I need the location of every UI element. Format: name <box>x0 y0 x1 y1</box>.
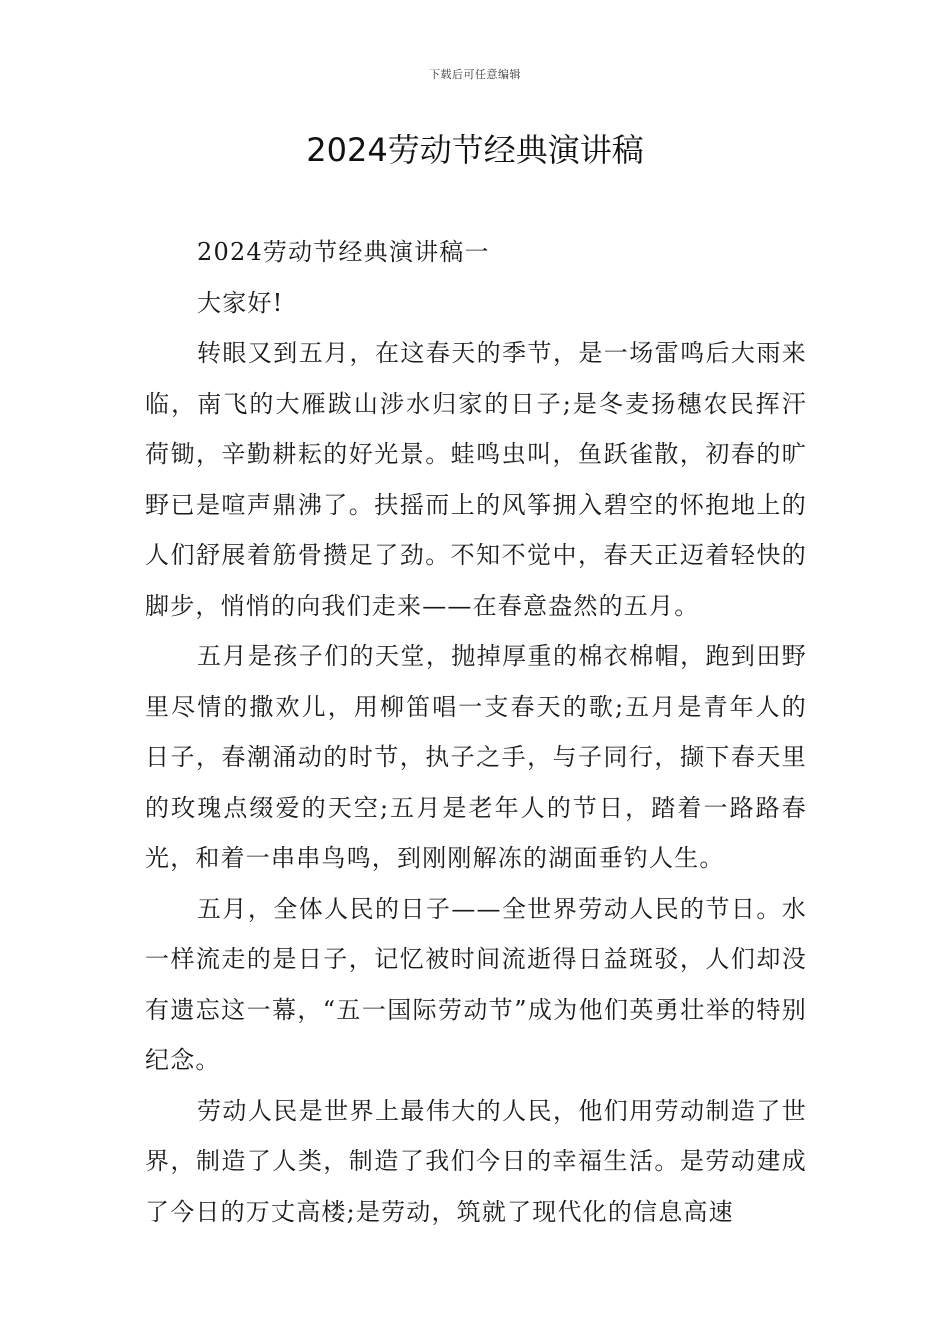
header-note: 下载后可任意编辑 <box>429 68 521 81</box>
paragraph: 五月，全体人民的日子——全世界劳动人民的节日。水一样流走的是日子，记忆被时间流逝得日益斑驳，人们却没有遗忘这一幕，“五一国际劳动节”成为他们英勇壮举的特别纪念。 <box>145 894 807 1074</box>
paragraph: 劳动人民是世界上最伟大的人民，他们用劳动制造了世界，制造了人类，制造了我们今日的幸福生活。是劳动建成了今日的万丈高楼;是劳动，筑就了现代化的信息高速 <box>145 1096 807 1226</box>
paragraph: 五月是孩子们的天堂，抛掉厚重的棉衣棉帽，跑到田野里尽情的撒欢儿，用柳笛唱一支春天的歌;五月是青年人的日子，春潮涌动的时节，执子之手，与子同行，撷下春天里的玫瑰点缀爱的天空;五月是老年人的节日，踏着一路路春光，和着一串串鸟鸣，到刚刚解冻的湖面垂钓人生。 <box>145 642 807 872</box>
document-body <box>145 227 807 1237</box>
document-title: 2024劳动节经典演讲稿 <box>306 131 644 169</box>
paragraph-greeting: 大家好! <box>197 288 284 317</box>
paragraph-subtitle: 2024劳动节经典演讲稿一 <box>197 238 490 266</box>
paragraph: 转眼又到五月，在这春天的季节，是一场雷鸣后大雨来临，南飞的大雁跋山涉水归家的日子;是冬麦扬穗农民挥汗荷锄，辛勤耕耘的好光景。蛙鸣虫叫，鱼跃雀散，初春的旷野已是喧声鼎沸了。扶摇而上的风筝拥入碧空的怀抱地上的人们舒展着筋骨攒足了劲。不知不觉中，春天正迈着轻快的脚步，悄悄的向我们走来——在春意盎然的五月。 <box>145 339 807 620</box>
